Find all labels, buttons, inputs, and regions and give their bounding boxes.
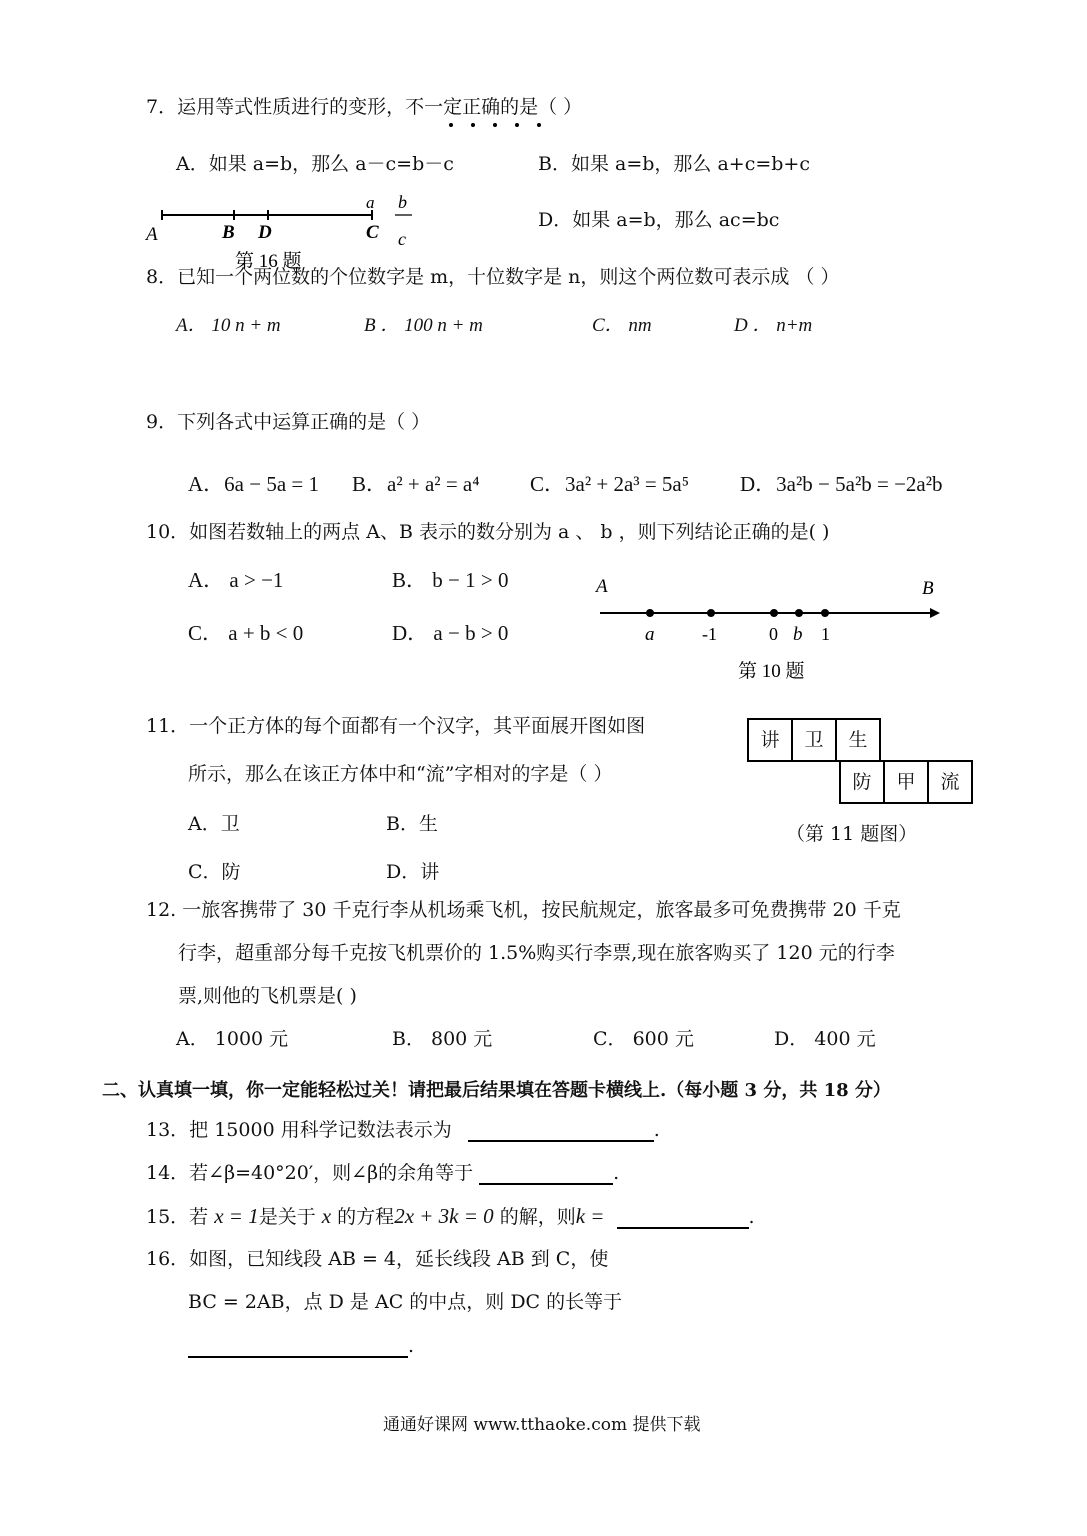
- answer-blank[interactable]: [468, 1122, 654, 1142]
- point-neg1: [707, 609, 715, 617]
- emphasis-dot: [537, 123, 541, 127]
- emphasis-dot: [471, 123, 475, 127]
- q16-line1: 16．如图，已知线段 AB = 4，延长线段 AB 到 C，使: [146, 1248, 609, 1270]
- q16-answer-line: .: [188, 1334, 414, 1358]
- point-a: [646, 609, 654, 617]
- figure-11-cube-net: [747, 718, 973, 804]
- tick-label-0: 0: [769, 624, 778, 644]
- q12-option-a: A． 1000 元: [176, 1028, 289, 1050]
- net-bottom-row: [839, 760, 973, 804]
- figure-10-number-line: [590, 570, 950, 690]
- q7-option-d: D．如果 a=b，那么 ac=bc: [538, 209, 780, 231]
- q12-line2: 行李，超重部分每千克按飞机票价的 1.5%购买行李票,现在旅客购买了 120 元的行李: [178, 942, 895, 964]
- q11-stem-line2: 所示，那么在该正方体中和“流”字相对的字是（ ）: [188, 763, 613, 785]
- q8-option-a: A． 10 n + m: [176, 315, 281, 336]
- q12-line3: 票,则他的飞机票是( ): [178, 985, 357, 1007]
- q10-option-d: D． a − b > 0: [392, 621, 509, 645]
- q10-option-c: C． a + b < 0: [188, 621, 304, 645]
- net-top-row: [747, 718, 973, 762]
- q8-option-b: B ． 100 n + m: [364, 315, 483, 336]
- point-label-c: C: [366, 222, 379, 243]
- point-label-b: B: [222, 222, 235, 243]
- figure-16-caption: 第 16 题: [235, 251, 302, 272]
- q12-line1: 12. 一旅客携带了 30 千克行李从机场乘飞机，按民航规定，旅客最多可免费携带 20 千克: [146, 899, 901, 921]
- q8-option-c: C． nm: [592, 315, 652, 336]
- tick-label-neg1: -1: [702, 624, 717, 644]
- emphasis-dot: [493, 123, 497, 127]
- net-cell: 卫: [791, 718, 837, 762]
- figure-11-caption: （第 11 题图）: [786, 823, 918, 845]
- q7-option-a: A．如果 a=b，那么 a－c=b－c: [176, 153, 454, 175]
- figure-10-caption: 第 10 题: [738, 661, 805, 682]
- section-2-heading: 二、认真填一填，你一定能轻松过关！请把最后结果填在答题卡横线上.（每小题 3 分，共 18 分）: [102, 1080, 891, 1101]
- overlap-letter: a: [366, 193, 375, 212]
- fraction-numerator: b: [398, 192, 407, 212]
- answer-blank[interactable]: [617, 1209, 749, 1229]
- tick-label-a: a: [645, 624, 655, 645]
- net-cell: 甲: [883, 760, 929, 804]
- q9-stem: 9．下列各式中运算正确的是（ ）: [146, 411, 431, 433]
- q11-option-c: C．防: [188, 861, 241, 883]
- tick-label-b: b: [793, 624, 803, 645]
- q8-stem: 8．已知一个两位数的个位数字是 m，十位数字是 n，则这个两位数可表示成 （ ）: [146, 266, 840, 288]
- arrow-head-icon: [930, 608, 940, 618]
- tick-label-1: 1: [821, 624, 830, 644]
- net-cell: 流: [927, 760, 973, 804]
- answer-blank[interactable]: [479, 1165, 613, 1185]
- q7-option-b: B．如果 a=b，那么 a+c=b+c: [538, 153, 810, 175]
- q11-option-b: B．生: [386, 813, 438, 835]
- q11-option-d: D．讲: [386, 861, 440, 883]
- q7-stem: 7．运用等式性质进行的变形，不一定正确的是（ ）: [146, 96, 583, 118]
- emphasis-dot: [449, 123, 453, 127]
- emphasis-dot: [515, 123, 519, 127]
- point-0: [770, 609, 778, 617]
- q12-option-d: D． 400 元: [774, 1028, 876, 1050]
- q11-stem-line1: 11．一个正方体的每个面都有一个汉字，其平面展开图如图: [146, 715, 646, 737]
- answer-blank[interactable]: [188, 1338, 408, 1358]
- fig10-label-b: B: [922, 578, 934, 599]
- point-1: [821, 609, 829, 617]
- q9-option-a: A．6a − 5a = 1: [188, 472, 319, 496]
- q9-option-d: D．3a²b − 5a²b = −2a²b: [740, 472, 943, 496]
- q11-option-a: A．卫: [188, 813, 240, 835]
- q10-option-b: B． b − 1 > 0: [392, 568, 509, 592]
- q16-line2: BC = 2AB，点 D 是 AC 的中点，则 DC 的长等于: [188, 1291, 623, 1313]
- q12-option-b: B． 800 元: [392, 1028, 493, 1050]
- q9-option-b: B．a² + a² = a⁴: [352, 472, 480, 496]
- fig10-label-a: A: [596, 576, 608, 597]
- net-cell: 生: [835, 718, 881, 762]
- q7-emphasis: 不一定正确: [405, 96, 501, 118]
- fraction-denominator: c: [398, 229, 406, 249]
- q15-text: 15．若 x = 1是关于 x 的方程2x + 3k = 0 的解，则k = .: [146, 1204, 755, 1228]
- net-cell: 防: [839, 760, 885, 804]
- footer-text: 通通好课网 www.tthaoke.com 提供下载: [383, 1415, 701, 1435]
- q8-option-d: D ． n+m: [734, 315, 813, 336]
- q10-stem: 10．如图若数轴上的两点 A、B 表示的数分别为 a 、 b ，则下列结论正确的是( ): [146, 521, 830, 543]
- q14-text: 14．若∠β=40°20′，则∠β的余角等于 .: [146, 1162, 620, 1184]
- q9-option-c: C．3a² + 2a³ = 5a⁵: [530, 472, 690, 496]
- point-label-a: A: [146, 224, 158, 245]
- point-b: [795, 609, 803, 617]
- net-cell: 讲: [747, 718, 793, 762]
- q10-option-a: A． a > −1: [188, 568, 284, 592]
- q12-option-c: C． 600 元: [593, 1028, 694, 1050]
- point-label-d: D: [258, 222, 272, 243]
- q13-text: 13．把 15000 用科学记数法表示为 .: [146, 1119, 660, 1141]
